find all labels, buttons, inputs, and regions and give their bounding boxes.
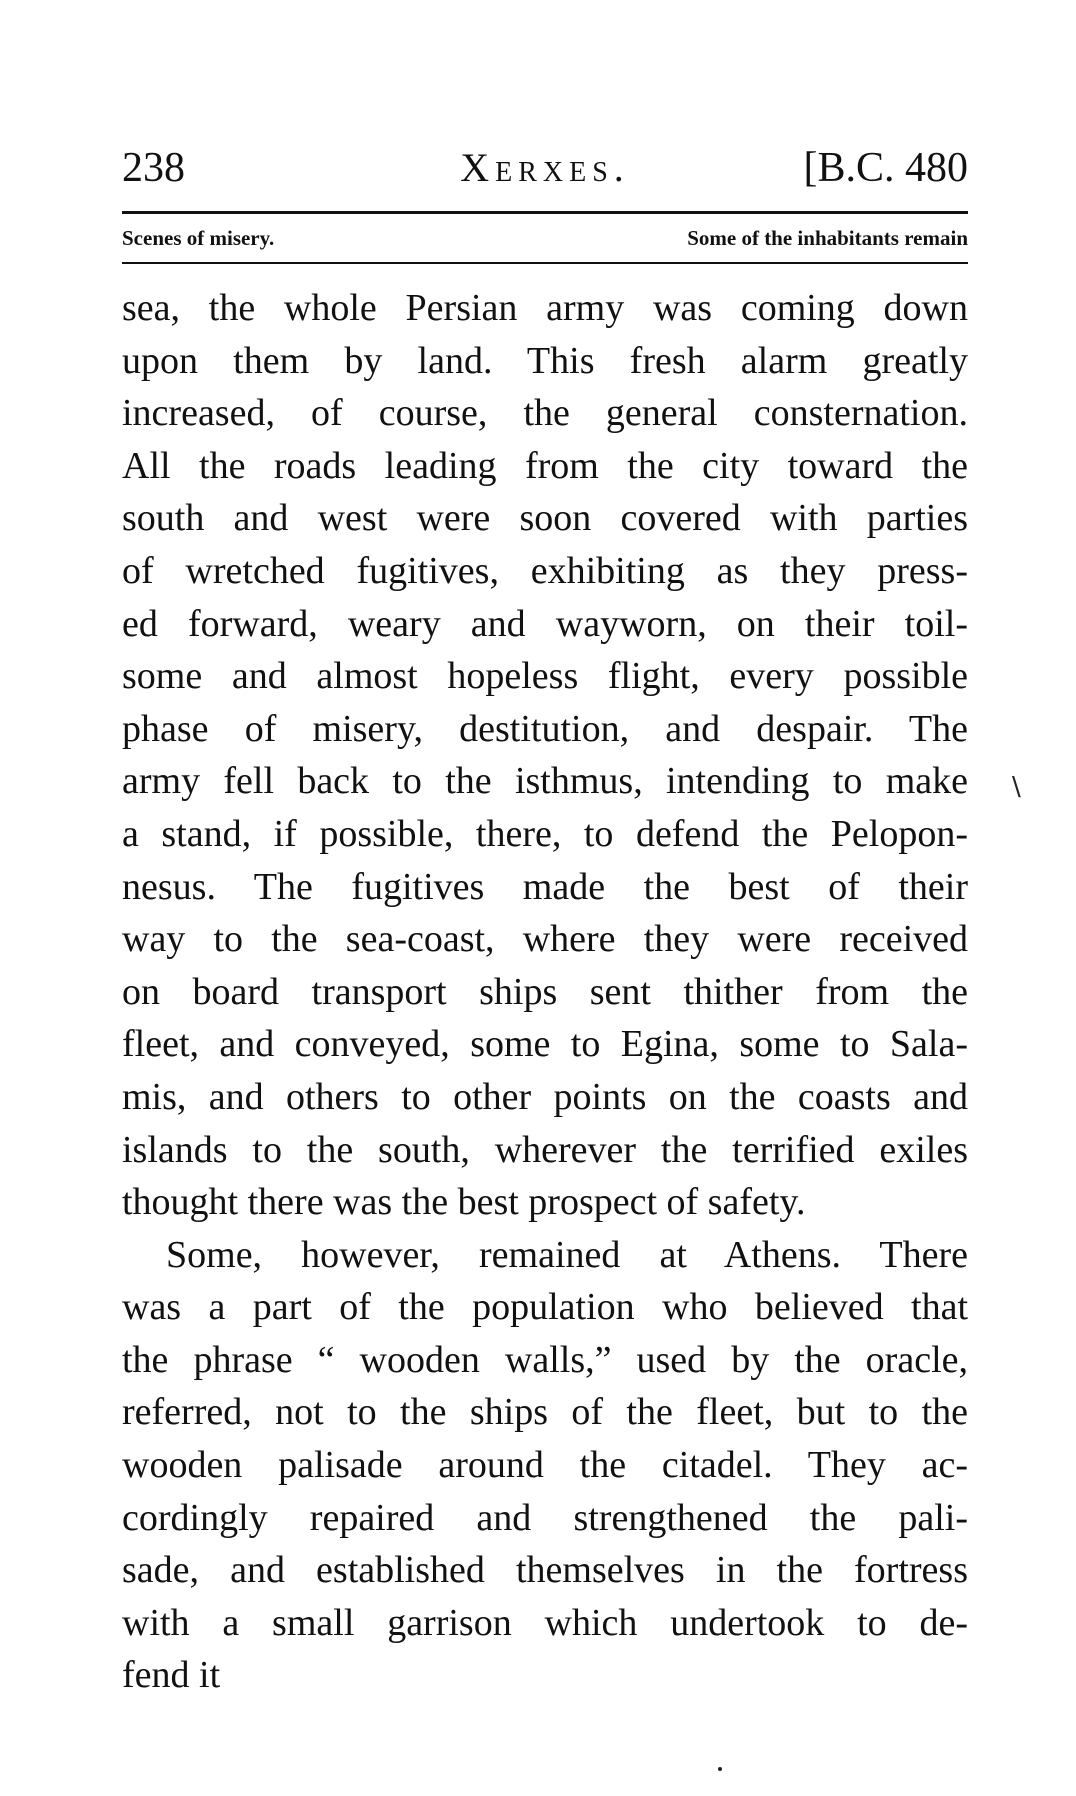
text-line: the phrase “ wooden walls,” used by the oracle,	[122, 1338, 968, 1381]
page-number: 238	[122, 145, 185, 191]
text-line: sea, the whole Persian army was coming down	[122, 287, 968, 329]
text-line: sade, and established themselves in the fortress	[122, 1549, 968, 1592]
text-line: was a part of the population who believed that	[122, 1286, 968, 1329]
text-line: fleet, and conveyed, some to Egina, some to Sala-	[122, 1023, 968, 1066]
text-line: on board transport ships sent thither from the	[122, 970, 968, 1013]
header-rule-bottom	[122, 262, 968, 264]
header-rule-top	[122, 211, 968, 214]
date-label: [B.C. 480	[803, 145, 968, 191]
text-line: south and west were soon covered with parties	[122, 497, 968, 540]
text-line: Some, however, remained at Athens. There	[166, 1233, 968, 1276]
side-note-right: Some of the inhabitants remain	[687, 226, 968, 250]
running-title: Xerxes.	[460, 145, 630, 190]
text-line: of wretched fugitives, exhibiting as they press-	[122, 549, 968, 592]
text-line: nesus. The fugitives made the best of their	[122, 865, 968, 908]
text-line: upon them by land. This fresh alarm greatly	[122, 339, 968, 382]
text-line: cordingly repaired and strengthened the pali-	[122, 1496, 968, 1539]
side-note-left: Scenes of misery.	[122, 226, 275, 250]
side-notes	[122, 219, 968, 257]
running-head	[122, 138, 968, 198]
text-line: mis, and others to other points on the coasts and	[122, 1075, 968, 1118]
text-line: with a small garrison which undertook to de-	[122, 1601, 968, 1644]
text-line: way to the sea-coast, where they were received	[122, 918, 968, 961]
body-text	[122, 282, 968, 1702]
text-line: some and almost hopeless flight, every possible	[122, 655, 968, 698]
ink-speck	[718, 1767, 722, 1771]
text-line: fend it	[122, 1654, 221, 1697]
gutter-mark: \	[1012, 772, 1021, 802]
text-line: army fell back to the isthmus, intending to make	[122, 760, 968, 803]
text-line: All the roads leading from the city toward the	[122, 444, 968, 487]
text-line: increased, of course, the general consternation.	[122, 392, 968, 435]
text-line: phase of misery, destitution, and despair. The	[122, 707, 968, 750]
text-line: wooden palisade around the citadel. They ac-	[122, 1444, 968, 1487]
text-line: ed forward, weary and wayworn, on their toil-	[122, 602, 968, 645]
text-line: referred, not to the ships of the fleet, but to the	[122, 1391, 968, 1434]
paragraph-2	[122, 1229, 968, 1702]
text-line: thought there was the best prospect of safety.	[122, 1181, 806, 1224]
text-line: a stand, if possible, there, to defend the Pelopon-	[122, 812, 968, 855]
paragraph-1	[122, 282, 968, 1229]
text-line: islands to the south, wherever the terrified exiles	[122, 1128, 968, 1171]
